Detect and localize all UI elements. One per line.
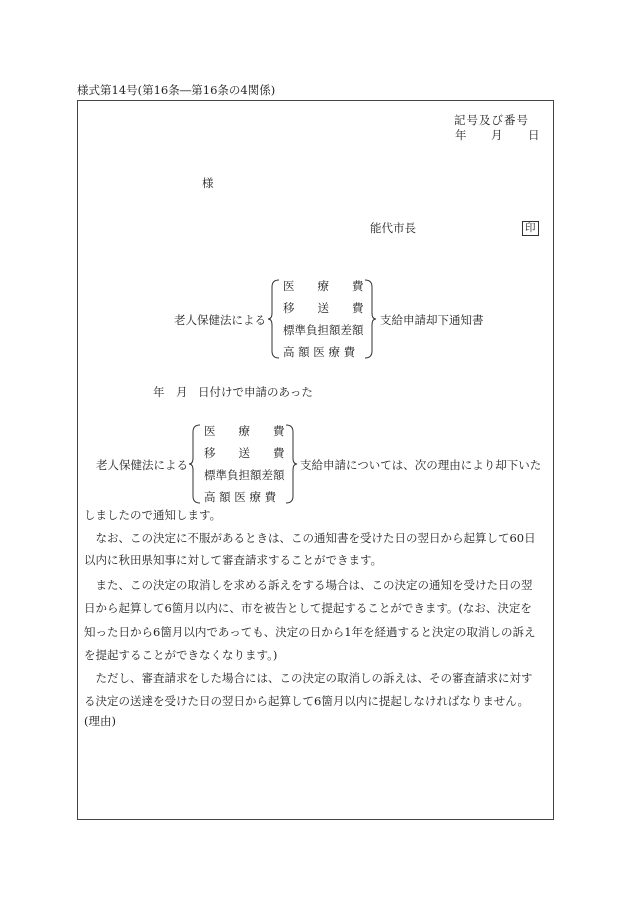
- body-prefix: 老人保健法による: [96, 458, 188, 472]
- title-left-brace: [267, 279, 281, 359]
- body-suffix: 支給申請については、次の理由により却下いた: [300, 458, 542, 472]
- title-right-brace: [363, 279, 377, 359]
- body-paragraph-line: 日から起算して6箇月以内に、市を被告として提起することができます。(なお、決定を: [84, 601, 532, 615]
- body-paragraph-line: なお、この決定に不服があるときは、この通知書を受けた日の翌日から起算して60日: [84, 531, 536, 545]
- application-month-label: 月: [176, 385, 188, 399]
- application-date-text: 日付けで申請のあった: [198, 385, 313, 399]
- title-item: 高 額 医 療 費: [283, 345, 356, 359]
- body-item: 移 送 費: [204, 446, 285, 460]
- body-paragraph-line: 以内に秋田県知事に対して審査請求することができます。: [84, 553, 383, 567]
- body-item: 医 療 費: [204, 424, 285, 438]
- issuer-title: 能代市長: [370, 221, 416, 235]
- date-year-label: 年: [455, 128, 467, 142]
- body-paragraph-line: る決定の送達を受けた日の翌日から起算して6箇月以内に提起しなければなりません。: [84, 694, 530, 708]
- body-item: 高 額 医 療 費: [204, 490, 277, 504]
- title-item: 医 療 費: [283, 279, 364, 293]
- body-paragraph-line: しましたので通知します。: [84, 508, 222, 522]
- body-right-brace: [284, 424, 298, 504]
- seal-mark: 印: [522, 221, 539, 236]
- reason-label: (理由): [84, 714, 116, 728]
- body-left-brace: [188, 424, 202, 504]
- title-item: 標準負担額差額: [283, 323, 364, 337]
- recipient-honorific: 様: [202, 176, 214, 190]
- date-day-label: 日: [528, 128, 540, 142]
- title-suffix: 支給申請却下通知書: [380, 313, 484, 327]
- form-number-label: 様式第14号(第16条―第16条の4関係): [77, 83, 276, 97]
- body-paragraph-line: また、この決定の取消しを求める訴えをする場合は、この決定の通知を受けた日の翌: [84, 578, 533, 592]
- title-prefix: 老人保健法による: [174, 313, 266, 327]
- body-item: 標準負担額差額: [204, 468, 285, 482]
- body-paragraph-line: 知った日から6箇月以内であっても、決定の日から1年を経過すると決定の取消しの訴え: [84, 625, 536, 639]
- date-month-label: 月: [491, 128, 503, 142]
- application-year-label: 年: [153, 385, 165, 399]
- body-paragraph-line: ただし、審査請求をした場合には、この決定の取消しの訴えは、その審査請求に対す: [84, 671, 533, 685]
- title-item: 移 送 費: [283, 301, 364, 315]
- body-paragraph-line: を提起することができなくなります。): [84, 648, 278, 662]
- reference-number-label: 記号及び番号: [454, 113, 529, 127]
